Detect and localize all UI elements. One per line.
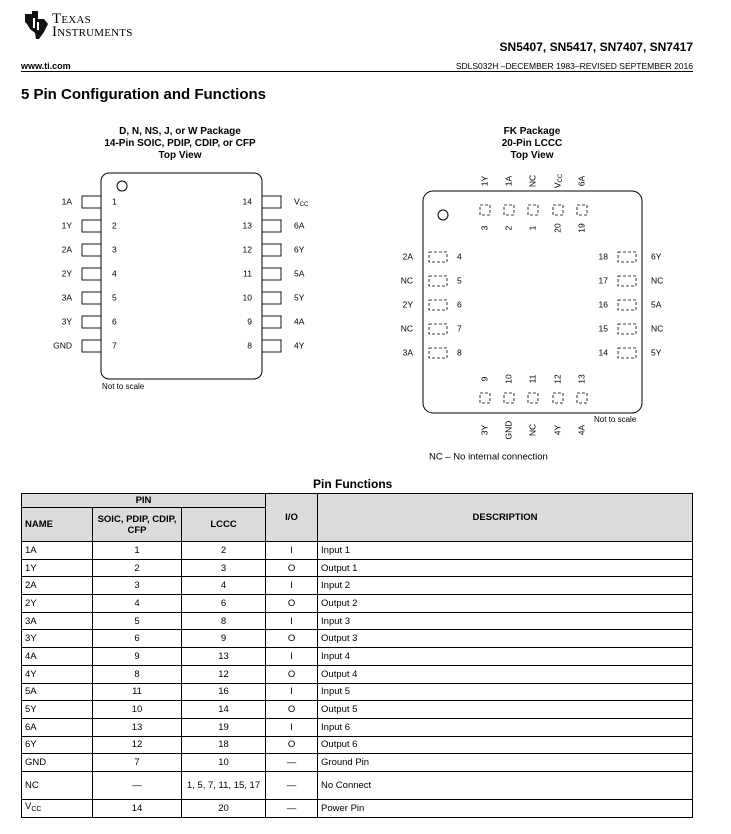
pkg1-caption-line: 14-Pin SOIC, PDIP, CDIP, or CFP [104,138,256,149]
pin-name-cell: 6Y [22,736,93,754]
soic-cell: 9 [93,648,182,666]
description-cell: Output 3 [318,630,693,648]
pkg2-bottom-pin-num: 12 [552,374,563,384]
pkg1-caption-line: Top View [158,150,202,161]
description-cell: Input 5 [318,683,693,701]
pkg2-top-pin-num: 2 [503,225,514,231]
io-cell: — [266,771,318,799]
pkg2-top-pad [577,205,587,215]
pkg2-bottom-pad [480,393,490,403]
pkg2-note: Not to scale [594,415,637,425]
pkg2-top-pin-name: $V_{CC}$ [552,173,564,189]
pkg1-body [101,173,262,379]
pkg2-left-pin-name: 2Y [402,299,413,310]
soic-cell: 12 [93,736,182,754]
description-cell: Input 6 [318,718,693,736]
lccc-cell: 12 [182,665,266,683]
document-id: SDLS032H –DECEMBER 1983–REVISED SEPTEMBER 2016 [455,61,693,71]
pkg1-right-pin-name: 6Y [294,244,305,255]
pkg1-right-pin-name: 4A [294,316,305,327]
pkg2-bottom-pin-num: 13 [576,374,587,384]
pin-name-cell: 1Y [22,559,93,577]
pkg1-left-pin [82,316,101,328]
pkg1-left-pin [82,220,101,232]
lccc-cell: 13 [182,648,266,666]
pkg1-right-pin [262,244,281,256]
pkg1-left-pin-num: 5 [112,292,117,303]
pkg2-right-pin-name: 6Y [651,251,662,262]
pkg1-left-pin-num: 3 [112,244,117,255]
io-cell: — [266,799,318,817]
pkg2-bottom-pin-name: 4Y [552,424,563,436]
pkg2-top-pin-num: 19 [576,223,587,233]
io-cell: I [266,718,318,736]
pkg1-left-pin [82,340,101,352]
lccc-header: LCCC [182,508,266,542]
lccc-cell: 20 [182,799,266,817]
pkg1-right-pin-num: 8 [247,340,252,351]
lccc-cell: 2 [182,542,266,560]
pkg2-bottom-pin-num: 9 [479,376,490,382]
soic-cell: 2 [93,559,182,577]
description-header: DESCRIPTION [318,494,693,542]
soic-cell: 11 [93,683,182,701]
io-cell: I [266,577,318,595]
description-cell: Output 1 [318,559,693,577]
pkg2-bottom-pin-num: 10 [503,374,514,384]
table-row [22,542,693,560]
website-link[interactable]: www.ti.com [21,61,71,71]
pkg2-top-pad [480,205,490,215]
lccc-cell: 16 [182,683,266,701]
soic-cell: 13 [93,718,182,736]
soic-cell: — [93,771,182,799]
io-cell: O [266,630,318,648]
pin-header: PIN [22,494,266,508]
io-cell: — [266,754,318,772]
pkg2-right-pin-name: 5A [651,299,662,310]
table-row [22,754,693,772]
description-cell: Input 2 [318,577,693,595]
table-row [22,577,693,595]
pkg1-left-pin-name: GND [53,340,72,351]
pkg2-left-pin-name: NC [400,275,413,286]
pkg2-right-pad [618,276,636,286]
pkg2-right-pin-name: 5Y [651,347,662,358]
pkg2-right-pad [618,348,636,358]
pkg2-bottom-pin-num: 11 [527,374,538,384]
table-row [22,559,693,577]
pkg2-right-pin-num: 16 [598,299,608,310]
section-title: 5 Pin Configuration and Functions [21,86,266,103]
part-numbers: SN5407, SN5417, SN7407, SN7417 [499,40,693,54]
table-row [22,648,693,666]
pin-name-cell: 5A [22,683,93,701]
pkg1-left-pin [82,196,101,208]
soic-cell: 7 [93,754,182,772]
lccc-cell: 14 [182,701,266,719]
lccc-cell: 18 [182,736,266,754]
pkg2-bottom-pin-name: GND [503,420,514,440]
pkg1-left-pin-name: 3Y [61,316,72,327]
pkg1-right-pin-num: 9 [247,316,252,327]
pkg1-right-pin [262,196,281,208]
pkg2-top-pin-name: 1A [503,175,514,187]
pkg2-left-pad [429,252,447,262]
table-row [22,736,693,754]
pkg1-right-pin-name: 5A [294,268,305,279]
description-cell: Ground Pin [318,754,693,772]
pkg2-bottom-pad [553,393,563,403]
pkg2-top-pin-name: 1Y [479,175,490,187]
pkg2-right-pin-num: 14 [598,347,608,358]
pkg1-right-pin [262,316,281,328]
io-cell: O [266,559,318,577]
soic-cell: 3 [93,577,182,595]
pkg1-right-pin [262,268,281,280]
pkg2-bottom-pad [577,393,587,403]
table-row [22,771,693,799]
table-row [22,718,693,736]
pin-name-cell: $V_{CC}$ [22,799,93,817]
lccc-cell: 1, 5, 7, 11, 15, 17 [182,771,266,799]
description-cell: Output 6 [318,736,693,754]
pkg1-left-pin-num: 2 [112,220,117,231]
pkg2-left-pin-num: 5 [457,275,462,286]
pkg1-left-pin-num: 4 [112,268,117,279]
description-cell: Power Pin [318,799,693,817]
soic-cell: 14 [93,799,182,817]
io-cell: I [266,542,318,560]
pkg1-left-pin [82,244,101,256]
pkg1-caption-line: D, N, NS, J, or W Package [119,126,241,137]
pin-name-cell: 2A [22,577,93,595]
pkg1-left-pin-num: 6 [112,316,117,327]
soic-cell: 6 [93,630,182,648]
table-row [22,701,693,719]
pkg1-left-pin-name: 2Y [61,268,72,279]
pkg2-bottom-pad [528,393,538,403]
io-cell: I [266,683,318,701]
io-cell: O [266,736,318,754]
lccc-cell: 3 [182,559,266,577]
pkg2-left-pin-num: 8 [457,347,462,358]
description-cell: Input 1 [318,542,693,560]
pin-name-cell: 4Y [22,665,93,683]
logo-line-2: Instruments [52,24,133,40]
pkg2-left-pin-name: 2A [402,251,413,262]
pkg1-left-pin [82,292,101,304]
pkg1-right-pin [262,340,281,352]
table-row [22,595,693,613]
description-cell: Input 3 [318,612,693,630]
pkg2-right-pad [618,300,636,310]
pkg1-left-pin-name: 1Y [61,220,72,231]
table-row [22,630,693,648]
pkg2-top-pad [528,205,538,215]
pkg1-right-pin-name: 5Y [294,292,305,303]
pkg2-left-pin-name: 3A [402,347,413,358]
pkg1-right-pin-num: 14 [242,196,252,207]
soic-cell: 10 [93,701,182,719]
pin-name-cell: 2Y [22,595,93,613]
pkg1-left-pin-num: 7 [112,340,117,351]
pin-name-cell: GND [22,754,93,772]
pin-name-cell: 3Y [22,630,93,648]
pkg1-left-pin-name: 2A [61,244,72,255]
description-cell: Output 4 [318,665,693,683]
pkg2-left-pad [429,300,447,310]
io-cell: O [266,595,318,613]
io-cell: I [266,612,318,630]
description-cell: Input 4 [318,648,693,666]
pkg2-right-pin-name: NC [651,323,664,334]
description-cell: Output 5 [318,701,693,719]
pkg1-right-pin-num: 13 [242,220,252,231]
pin-name-cell: 5Y [22,701,93,719]
logo-line-1: Texas [52,11,91,27]
pkg2-right-pin-name: NC [651,275,664,286]
description-cell: Output 2 [318,595,693,613]
name-header: NAME [22,508,93,542]
pin-name-cell: NC [22,771,93,799]
pin-functions-table [21,493,693,818]
pkg2-top-pin-name: 6A [576,175,587,187]
pkg1-left-pin-name: 3A [61,292,72,303]
pkg2-right-pin-num: 17 [598,275,608,286]
pkg2-left-pin-num: 4 [457,251,462,262]
soic-cell: 1 [93,542,182,560]
io-cell: I [266,648,318,666]
pin-name-cell: 1A [22,542,93,560]
pin-name-cell: 6A [22,718,93,736]
pkg2-left-pin-num: 7 [457,323,462,334]
soic-cell: 4 [93,595,182,613]
pkg2-left-pin-name: NC [400,323,413,334]
pkg1-note: Not to scale [102,382,145,392]
pkg2-top-pin-num: 1 [527,225,538,231]
lccc-cell: 9 [182,630,266,648]
pkg2-left-pad [429,348,447,358]
pkg2-right-pad [618,252,636,262]
pkg2-top-pad [553,205,563,215]
pkg1-right-pin-num: 12 [242,244,252,255]
pkg2-top-pad [504,205,514,215]
pkg2-top-pin-num: 3 [479,225,490,231]
pkg2-bottom-pin-name: 3Y [479,424,490,436]
pkg1-right-pin-num: 10 [242,292,252,303]
pkg2-bottom-pin-name: 4A [576,424,587,436]
pkg1-left-pin-name: 1A [61,196,72,207]
pkg2-caption-line: FK Package [503,126,561,137]
lccc-cell: 4 [182,577,266,595]
pkg2-top-pin-num: 20 [552,223,563,233]
pkg1-left-pin [82,268,101,280]
description-cell: No Connect [318,771,693,799]
soic-cell: 5 [93,612,182,630]
pkg2-caption-line: Top View [510,150,554,161]
lccc-cell: 6 [182,595,266,613]
pkg1-right-pin-name: 4Y [294,340,305,351]
pkg1-right-pin-name: 6A [294,220,305,231]
soic-cell: 8 [93,665,182,683]
pkg2-left-pad [429,276,447,286]
lccc-cell: 10 [182,754,266,772]
pkg2-top-pin-name: NC [527,174,538,188]
pkg2-left-pad [429,324,447,334]
lccc-cell: 19 [182,718,266,736]
table-row [22,799,693,817]
table-row [22,665,693,683]
pkg1-right-pin [262,220,281,232]
nc-note: NC – No internal connection [429,451,548,463]
pkg2-left-pin-num: 6 [457,299,462,310]
pkg2-bottom-pad [504,393,514,403]
pkg1-right-pin [262,292,281,304]
io-cell: O [266,665,318,683]
table-row [22,683,693,701]
io-cell: O [266,701,318,719]
pkg1-left-pin-num: 1 [112,196,117,207]
lccc-cell: 8 [182,612,266,630]
pkg2-bottom-pin-name: NC [527,423,538,437]
io-header: I/O [266,494,318,542]
pin-name-cell: 4A [22,648,93,666]
pin-name-cell: 3A [22,612,93,630]
pkg1-right-pin-num: 11 [243,268,252,279]
pkg2-right-pin-num: 18 [598,251,608,262]
pkg2-caption-line: 20-Pin LCCC [501,138,563,149]
pkg2-right-pin-num: 15 [598,323,608,334]
soic-header: SOIC, PDIP, CDIP, CFP [93,508,182,542]
table-row [22,612,693,630]
table-title: Pin Functions [313,477,393,491]
pkg2-right-pad [618,324,636,334]
pkg1-right-pin-name: $V_{CC}$ [294,196,309,208]
